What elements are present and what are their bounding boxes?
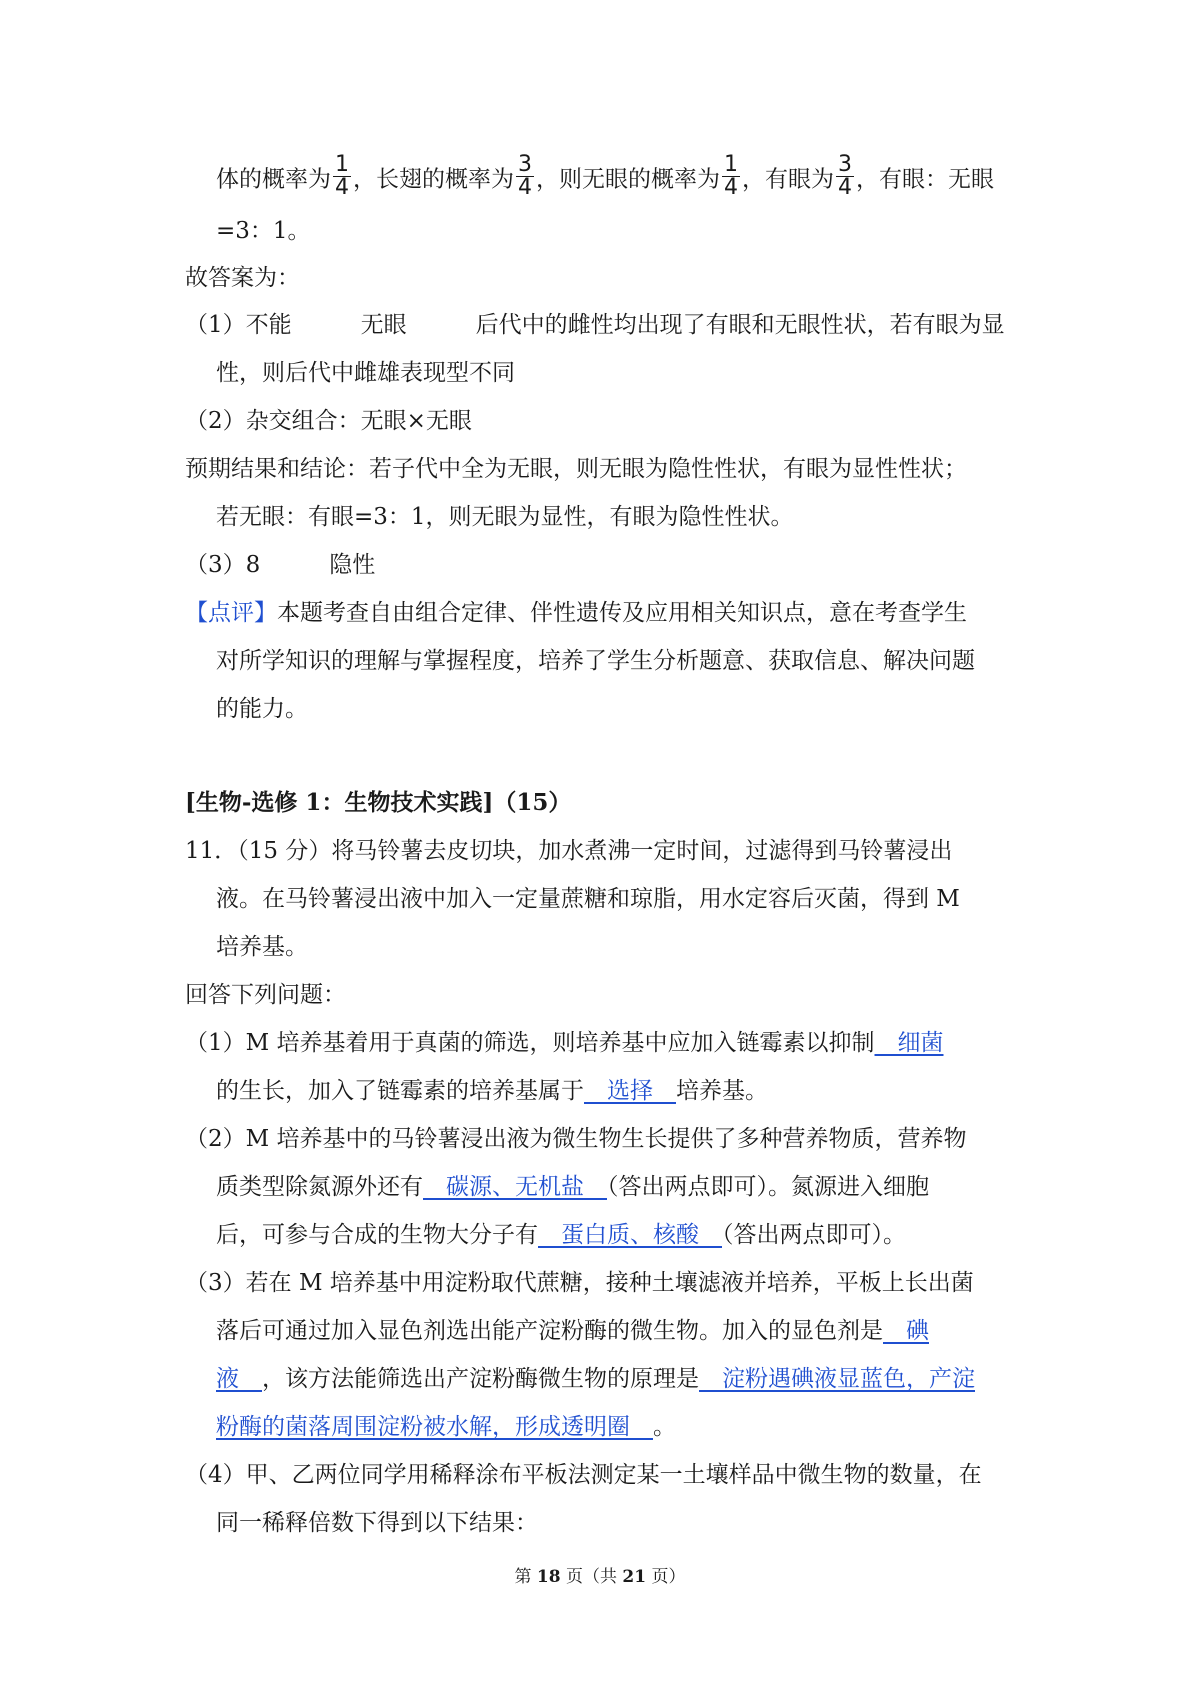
answer-2-result: 预期结果和结论：若子代中全为无眼，则无眼为隐性性状，有眼为显性性状； <box>185 456 967 482</box>
footer-text: 页（共 <box>560 1567 623 1587</box>
question-11-line: 培养基。 <box>216 934 308 960</box>
answer-blank: 碘 <box>883 1318 929 1344</box>
text-segment: ，有眼为 <box>742 166 834 193</box>
answer-2: （2）杂交组合：无眼×无眼 <box>185 408 472 434</box>
question-11-line: 11．（15 分）将马铃薯去皮切块，加水煮沸一定时间，过滤得到马铃薯浸出 <box>185 838 953 864</box>
footer-text: 第 <box>514 1567 537 1587</box>
part-text: （答出两点即可）。 <box>722 1222 906 1248</box>
part-text: 落后可通过加入显色剂选出能产淀粉酶的微生物。加入的显色剂是 <box>216 1318 883 1344</box>
comment-tag: 【点评】 <box>185 600 277 626</box>
answer-blank: 淀粉遇碘液显蓝色，产淀 <box>699 1366 975 1392</box>
text-line <box>216 152 994 203</box>
answer-2-result-cont: 若无眼：有眼=3：1，则无眼为显性，有眼为隐性性状。 <box>216 504 794 530</box>
text-segment: ，有眼：无眼 <box>856 166 994 193</box>
part-2-cont <box>216 1220 906 1250</box>
part-text: （1）M 培养基着用于真菌的筛选，则培养基中应加入链霉素以抑制 <box>185 1030 875 1056</box>
part-1-cont <box>216 1076 768 1106</box>
answer-blank: 液 <box>216 1366 262 1392</box>
part-3-cont <box>216 1412 676 1442</box>
part-text: 培养基。 <box>676 1078 768 1104</box>
answer-blank: 粉酶的菌落周围淀粉被水解，形成透明圈 <box>216 1414 653 1440</box>
part-text: 的生长，加入了链霉素的培养基属于 <box>216 1078 584 1104</box>
comment-line: 的能力。 <box>216 696 308 722</box>
part-text: ，该方法能筛选出产淀粉酶微生物的原理是 <box>262 1366 699 1392</box>
page-number: 18 <box>536 1567 561 1587</box>
answer-blank: 碳源、无机盐 <box>423 1174 607 1200</box>
fraction-denominator: 4 <box>518 175 532 200</box>
question-11-line: 液。在马铃薯浸出液中加入一定量蔗糖和琼脂，用水定容后灭菌，得到 M <box>216 886 960 912</box>
question-prompt: 回答下列问题： <box>185 982 346 1008</box>
text-segment: ，长翅的概率为 <box>353 166 514 193</box>
text-segment: 体的概率为 <box>216 166 331 193</box>
fraction <box>516 154 534 199</box>
answer-1: （1）不能 无眼 后代中的雌性均出现了有眼和无眼性状，若有眼为显 <box>185 312 1005 338</box>
fraction <box>333 154 351 199</box>
part-text: 后，可参与合成的生物大分子有 <box>216 1222 538 1248</box>
fraction-denominator: 4 <box>838 175 852 200</box>
answer-1-cont: 性，则后代中雌雄表现型不同 <box>216 360 515 386</box>
part-4: （4）甲、乙两位同学用稀释涂布平板法测定某一土壤样品中微生物的数量，在 <box>185 1462 982 1488</box>
text-line: =3：1。 <box>216 218 311 244</box>
part-text: 质类型除氮源外还有 <box>216 1174 423 1200</box>
answer-blank: 选择 <box>584 1078 676 1104</box>
page-footer <box>0 1565 1200 1589</box>
comment-line: 对所学知识的理解与掌握程度，培养了学生分析题意、获取信息、解决问题 <box>216 648 975 674</box>
comment-line <box>185 598 967 628</box>
footer-text: 页） <box>646 1567 686 1587</box>
part-3: （3）若在 M 培养基中用淀粉取代蔗糖，接种土壤滤液并培养，平板上长出菌 <box>185 1270 974 1296</box>
answer-header: 故答案为： <box>185 265 300 291</box>
answer-blank: 蛋白质、核酸 <box>538 1222 722 1248</box>
page-total: 21 <box>622 1567 647 1587</box>
part-3-cont <box>216 1364 975 1394</box>
fraction-numerator: 3 <box>518 152 532 177</box>
comment-text: 本题考查自由组合定律、伴性遗传及应用相关知识点，意在考查学生 <box>277 600 967 626</box>
part-text: （答出两点即可）。氮源进入细胞 <box>607 1174 929 1200</box>
part-2: （2）M 培养基中的马铃薯浸出液为微生物生长提供了多种营养物质，营养物 <box>185 1126 967 1152</box>
fraction-numerator: 1 <box>335 152 349 177</box>
part-2-cont <box>216 1172 929 1202</box>
fraction <box>722 154 740 199</box>
answer-3: （3）8 隐性 <box>185 552 376 578</box>
fraction-denominator: 4 <box>724 175 738 200</box>
part-4-cont: 同一稀释倍数下得到以下结果： <box>216 1510 538 1536</box>
part-text: 。 <box>653 1414 676 1440</box>
fraction-numerator: 3 <box>838 152 852 177</box>
part-3-cont <box>216 1316 929 1346</box>
part-1 <box>185 1028 944 1058</box>
text-segment: ，则无眼的概率为 <box>536 166 720 193</box>
section-title: [生物-选修 1：生物技术实践]（15） <box>185 789 572 816</box>
fraction-numerator: 1 <box>724 152 738 177</box>
fraction-denominator: 4 <box>335 175 349 200</box>
answer-blank: 细菌 <box>874 1030 944 1056</box>
fraction <box>836 154 854 199</box>
